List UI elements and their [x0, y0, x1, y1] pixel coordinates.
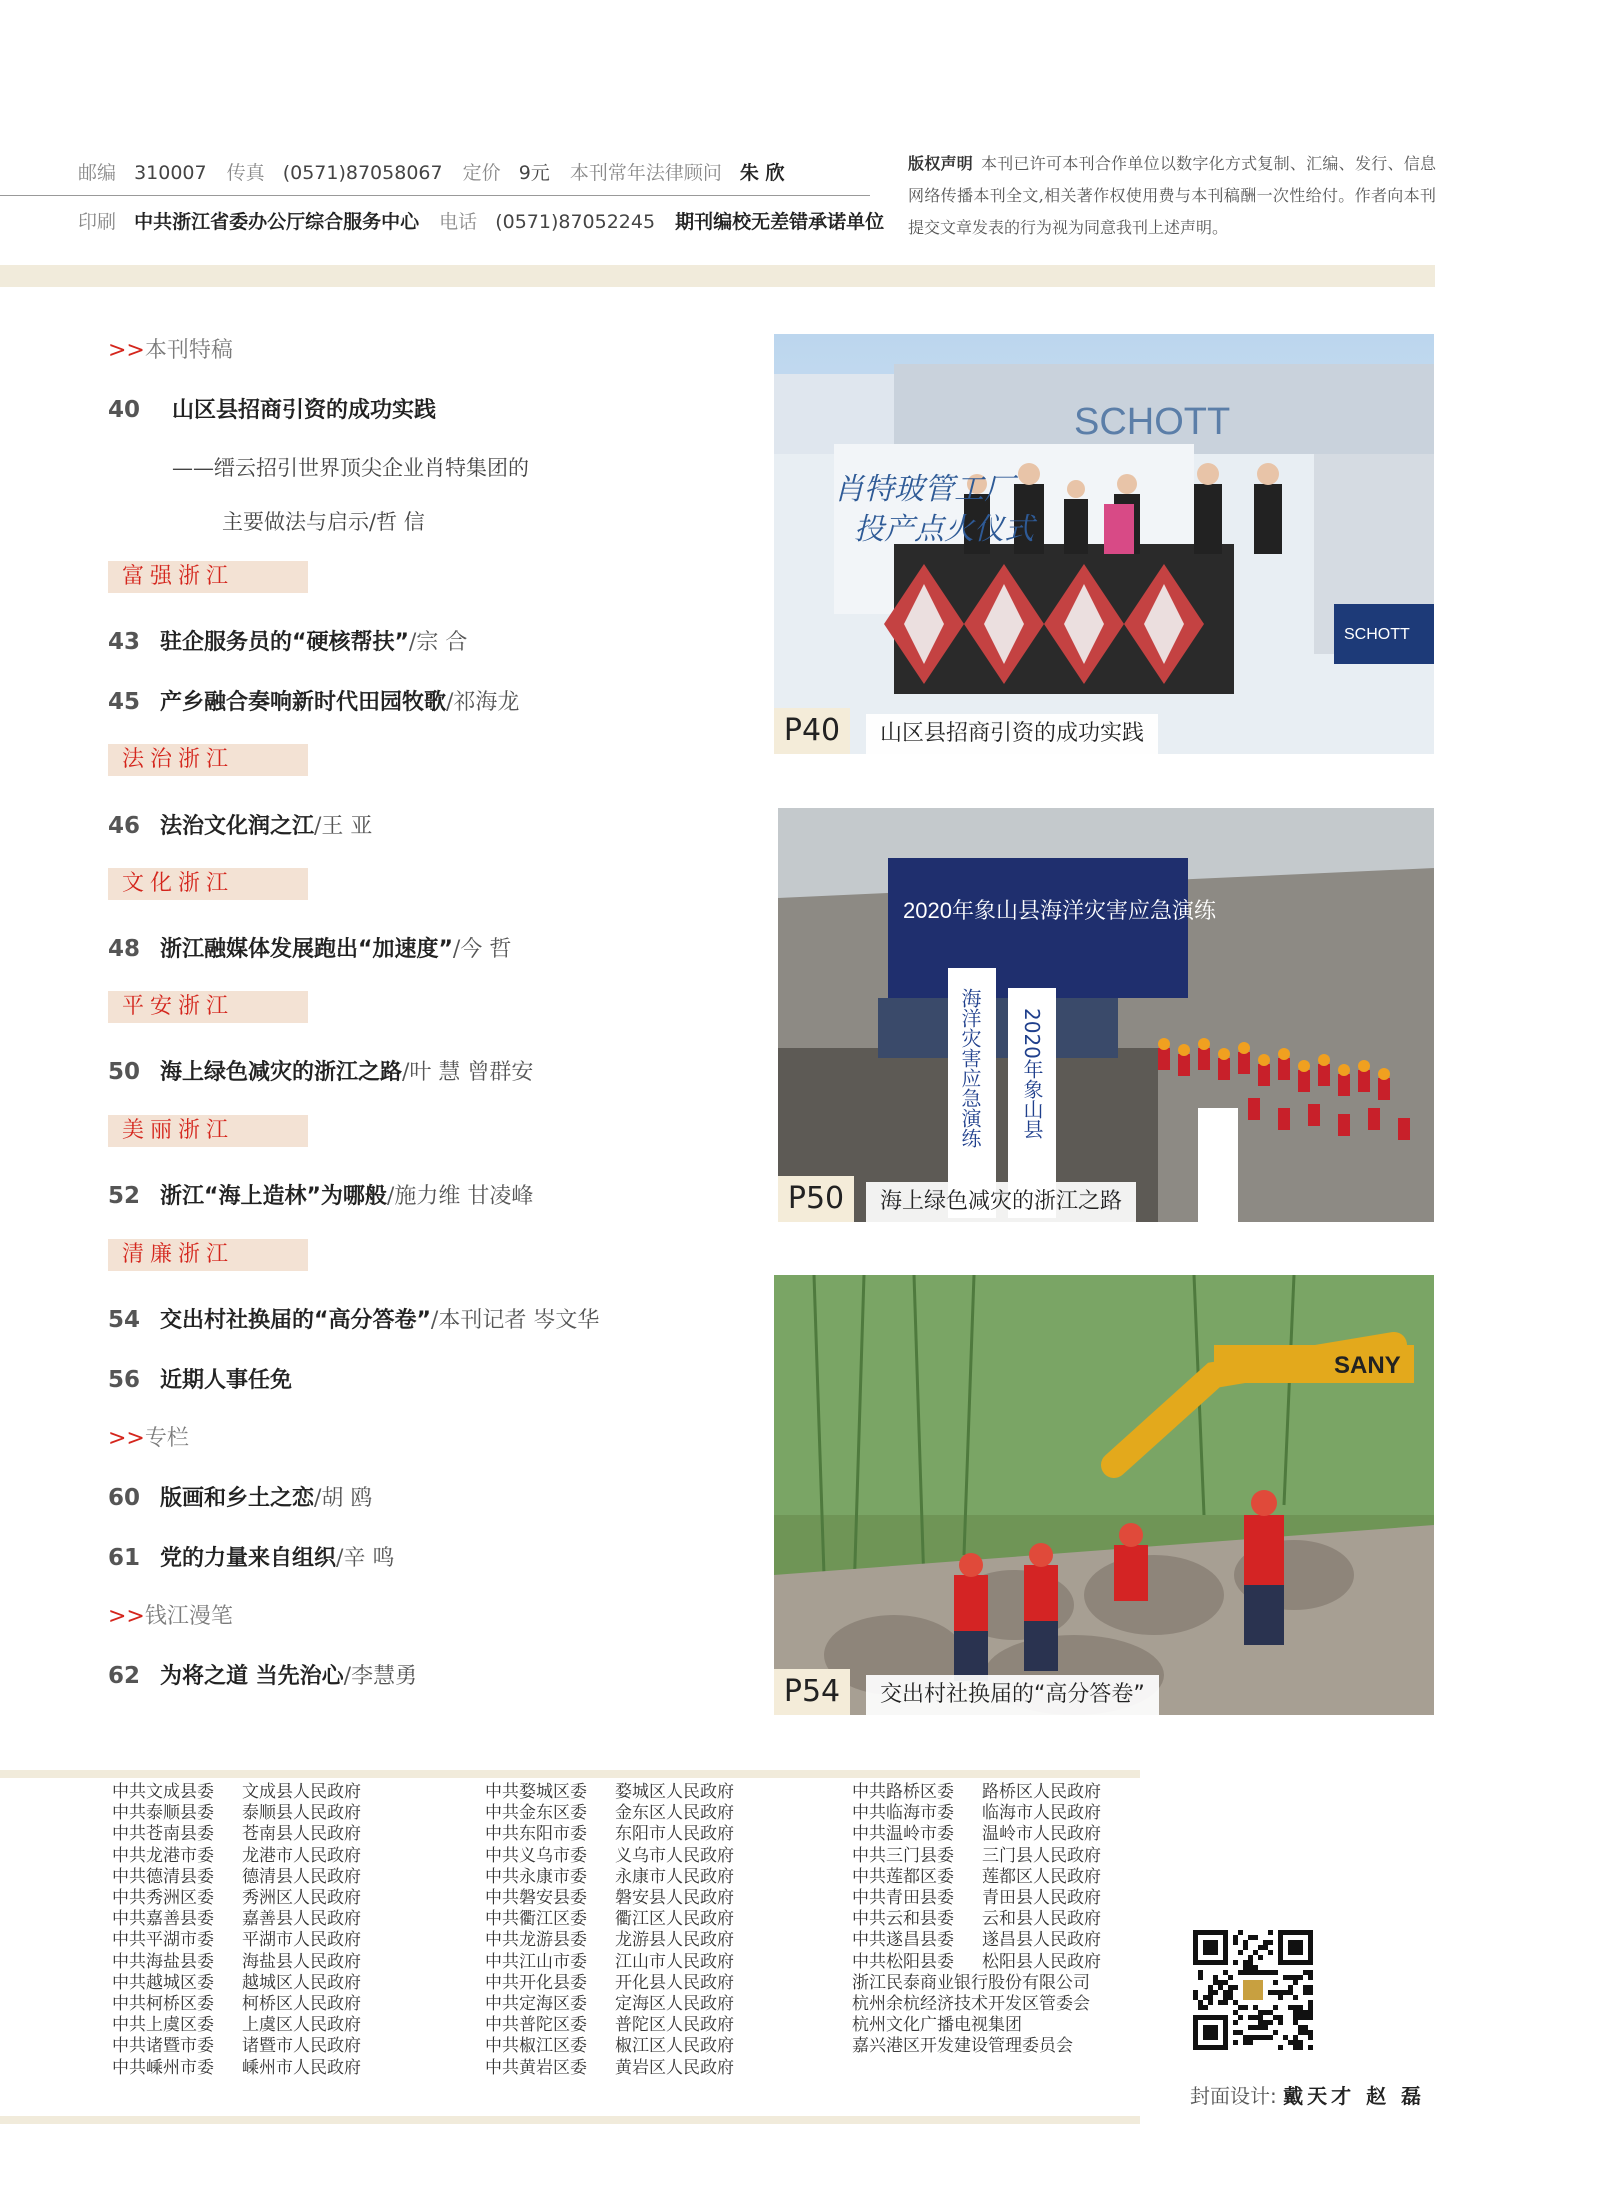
sponsor-government: 越城区人民政府	[242, 1972, 361, 1993]
sponsor-government: 龙港市人民政府	[242, 1845, 361, 1866]
sponsor-row	[852, 1803, 1101, 1824]
tel: (0571)87052245	[495, 211, 656, 233]
sponsor-government: 青田县人民政府	[982, 1888, 1101, 1909]
sponsor-party-committee: 中共磐安县委	[485, 1888, 587, 1909]
sponsor-party-committee: 中共婺城区委	[485, 1782, 587, 1802]
sponsor-row	[485, 1994, 734, 2015]
schott-sign: SCHOTT	[1074, 401, 1231, 443]
toc-lead-subtitle-1: ——缙云招引世界顶尖企业肖特集团的	[172, 456, 529, 480]
sponsor-column-3	[852, 1782, 1101, 2058]
sponsor-party-committee: 中共临海市委	[852, 1803, 954, 1824]
sponsor-party-committee: 中共江山市委	[485, 1951, 587, 1972]
excavation-photo	[774, 1275, 1434, 1715]
sponsor-row	[485, 1909, 734, 1930]
flag-text: 海洋灾害应急演练	[958, 988, 982, 1148]
toc-item-45[interactable]: 45 产乡融合奏响新时代田园牧歌/祁海龙	[108, 689, 520, 715]
sponsor-party-committee: 中共平湖市委	[112, 1930, 214, 1951]
sponsor-party-committee: 中共遂昌县委	[852, 1930, 954, 1951]
sponsor-government: 云和县人民政府	[982, 1909, 1101, 1930]
sponsor-row	[485, 1888, 734, 1909]
sponsor-column-2	[485, 1782, 734, 2079]
sponsor-government: 椒江区人民政府	[615, 2036, 734, 2057]
column-fuqiang: 富强浙江	[108, 561, 308, 593]
toc-lead-subtitle-2: 主要做法与启示/哲 信	[222, 510, 425, 534]
sponsor-row	[112, 1994, 361, 2015]
banner-line-1: 肖特玻管工厂	[834, 472, 1014, 507]
sponsor-party-committee: 中共秀洲区委	[112, 1888, 214, 1909]
counsel: 朱 欣	[739, 162, 785, 184]
photo-page-p50: P50	[778, 1176, 854, 1222]
sponsor-government: 东阳市人民政府	[615, 1824, 734, 1845]
sponsor-row	[112, 1846, 361, 1867]
column-wenhua: 文化浙江	[108, 868, 308, 900]
price-label: 定价	[462, 162, 501, 184]
footer-band-top	[0, 1770, 1140, 1778]
copyright-title: 版权声明	[908, 154, 974, 173]
sponsor-government: 婺城区人民政府	[615, 1782, 734, 1802]
column-meili: 美丽浙江	[108, 1115, 308, 1147]
sponsor-row	[852, 1846, 1101, 1867]
sponsor-party-committee: 中共柯桥区委	[112, 1994, 214, 2015]
photo-p50-drill[interactable]	[778, 808, 1434, 1222]
fax-label: 传真	[226, 162, 265, 184]
sponsor-party-committee: 中共莲都区委	[852, 1866, 954, 1887]
print-label: 印刷	[78, 211, 117, 233]
photo-p54-excavation[interactable]	[774, 1275, 1434, 1715]
sponsor-party-committee: 中共椒江区委	[485, 2036, 587, 2057]
sponsor-row	[112, 1909, 361, 1930]
sponsor-party-committee: 中共定海区委	[485, 1994, 587, 2015]
sponsor-row	[485, 2036, 734, 2057]
sponsor-government: 开化县人民政府	[615, 1972, 734, 1993]
header-row-1	[78, 158, 799, 185]
sponsor-government: 遂昌县人民政府	[982, 1930, 1101, 1951]
sponsor-government: 衢江区人民政府	[615, 1909, 734, 1930]
sponsor-government: 平湖市人民政府	[242, 1930, 361, 1951]
sponsor-government: 义乌市人民政府	[615, 1845, 734, 1866]
sponsor-party-committee: 中共三门县委	[852, 1845, 954, 1866]
toc-item-52[interactable]: 52 浙江“海上造林”为哪般/施力维 甘凌峰	[108, 1183, 534, 1209]
sponsor-government: 上虞区人民政府	[242, 2015, 361, 2036]
sponsor-party-committee: 中共路桥区委	[852, 1782, 954, 1802]
header-divider	[0, 195, 870, 196]
footer-band-bottom	[0, 2116, 1140, 2124]
printer: 中共浙江省委办公厅综合服务中心	[134, 211, 420, 233]
sponsor-row	[852, 1867, 1101, 1888]
sponsor-party-committee: 中共松阳县委	[852, 1951, 954, 1972]
sponsor-row	[852, 1952, 1101, 1973]
sponsor-government: 永康市人民政府	[615, 1866, 734, 1887]
sponsor-row	[112, 2015, 361, 2036]
sponsor-government: 莲都区人民政府	[982, 1866, 1101, 1887]
column-qinglian: 清廉浙江	[108, 1239, 308, 1271]
sponsor-org: 浙江民泰商业银行股份有限公司	[852, 1972, 1090, 1993]
sponsor-row	[485, 2015, 734, 2036]
sponsor-government: 温岭市人民政府	[982, 1824, 1101, 1845]
sponsor-party-committee: 中共泰顺县委	[112, 1803, 214, 1824]
sponsor-row	[485, 1930, 734, 1951]
error-free-promise: 期刊编校无差错承诺单位	[675, 211, 885, 233]
sponsor-government: 松阳县人民政府	[982, 1951, 1101, 1972]
toc-item-54[interactable]: 54 交出村社换届的“高分答卷”/本刊记者 岑文华	[108, 1307, 600, 1333]
sponsor-row	[485, 1846, 734, 1867]
tel-label: 电话	[439, 211, 478, 233]
sponsor-government: 临海市人民政府	[982, 1803, 1101, 1824]
photo-caption-p40: 山区县招商引资的成功实践	[866, 714, 1158, 754]
column-fazhi: 法治浙江	[108, 744, 308, 776]
copyright-notice	[908, 148, 1436, 244]
sponsor-government: 黄岩区人民政府	[615, 2057, 734, 2078]
sponsor-party-committee: 中共诸暨市委	[112, 2036, 214, 2057]
postcode: 310007	[134, 162, 207, 184]
photo-caption-p54: 交出村社换届的“高分答卷”	[866, 1675, 1159, 1715]
sponsor-government: 江山市人民政府	[615, 1951, 734, 1972]
counsel-label: 本刊常年法律顾问	[569, 162, 722, 184]
sponsor-government: 嘉善县人民政府	[242, 1909, 361, 1930]
sponsor-row	[112, 1888, 361, 1909]
stage-banner: 2020年象山县海洋灾害应急演练	[903, 898, 1216, 923]
section-zhuanlan: >>专栏	[108, 1426, 189, 1451]
sponsor-government: 三门县人民政府	[982, 1845, 1101, 1866]
photo-p40-ceremony[interactable]	[774, 334, 1434, 754]
toc-item-62[interactable]: 62 为将之道 当先治心/李慧勇	[108, 1663, 418, 1689]
toc-item-40[interactable]: 40 山区县招商引资的成功实践	[108, 397, 437, 423]
postcode-label: 邮编	[78, 162, 117, 184]
ceremony-photo	[774, 334, 1434, 754]
qr-code-icon	[1188, 1925, 1318, 2055]
sponsor-party-committee: 中共衢江区委	[485, 1909, 587, 1930]
sponsor-row	[112, 1782, 361, 1803]
cover-design-credit	[1190, 2080, 1425, 2109]
sponsor-government: 苍南县人民政府	[242, 1824, 361, 1845]
sponsor-row	[852, 1909, 1101, 1930]
sponsor-party-committee: 中共东阳市委	[485, 1824, 587, 1845]
sponsor-government: 磐安县人民政府	[615, 1888, 734, 1909]
section-manbi: >>钱江漫笔	[108, 1604, 233, 1629]
sponsor-row	[112, 2058, 361, 2079]
toc-item-56[interactable]: 56 近期人事任免	[108, 1367, 293, 1393]
sponsor-row	[112, 1952, 361, 1973]
sponsor-party-committee: 中共温岭市委	[852, 1824, 954, 1845]
price: 9元	[518, 162, 550, 184]
fax: (0571)87058067	[282, 162, 443, 184]
sponsor-column-1	[112, 1782, 361, 2079]
sponsor-party-committee: 中共青田县委	[852, 1888, 954, 1909]
sponsor-row	[485, 1803, 734, 1824]
sponsor-row	[485, 1824, 734, 1845]
sponsor-party-committee: 中共苍南县委	[112, 1824, 214, 1845]
toc-item-48[interactable]: 48 浙江融媒体发展跑出“加速度”/今 哲	[108, 936, 512, 962]
column-pingan: 平安浙江	[108, 991, 308, 1023]
sponsor-org: 杭州余杭经济技术开发区管委会	[852, 1994, 1090, 2015]
sponsor-row	[485, 1952, 734, 1973]
sponsor-party-committee: 中共龙港市委	[112, 1845, 214, 1866]
sponsor-row	[852, 1930, 1101, 1951]
sponsor-party-committee: 中共云和县委	[852, 1909, 954, 1930]
sponsor-party-committee: 中共开化县委	[485, 1972, 587, 1993]
sponsor-party-committee: 中共文成县委	[112, 1782, 214, 1802]
sponsor-party-committee: 中共龙游县委	[485, 1930, 587, 1951]
sponsor-party-committee: 中共普陀区委	[485, 2015, 587, 2036]
sponsor-government: 路桥区人民政府	[982, 1782, 1101, 1802]
sponsor-row	[852, 1888, 1101, 1909]
copyright-text: 本刊已许可本刊合作单位以数字化方式复制、汇编、发行、信息网络传播本刊全文,相关著作权使用费与本刊稿酬一次性给付。作者向本刊提交文章发表的行为视为同意我刊上述声明。	[908, 154, 1436, 237]
section-special: >>本刊特稿	[108, 338, 233, 363]
sponsor-government: 泰顺县人民政府	[242, 1803, 361, 1824]
sponsor-party-committee: 中共海盐县委	[112, 1951, 214, 1972]
sponsor-government: 龙游县人民政府	[615, 1930, 734, 1951]
cover-designers: 戴天才 赵 磊	[1283, 2084, 1426, 2108]
sponsor-party-committee: 中共越城区委	[112, 1972, 214, 1993]
qr-code[interactable]	[1188, 1925, 1318, 2055]
toc-item-43[interactable]: 43 驻企服务员的“硬核帮扶”/宗 合	[108, 629, 468, 655]
sponsor-party-committee: 中共金东区委	[485, 1803, 587, 1824]
header-band	[0, 265, 1435, 287]
sponsor-party-committee: 中共义乌市委	[485, 1845, 587, 1866]
sponsor-row	[112, 2036, 361, 2057]
drill-photo	[778, 808, 1434, 1222]
photo-caption-p50: 海上绿色减灾的浙江之路	[866, 1182, 1136, 1222]
flag-text-2: 2020年象山县	[1020, 1008, 1044, 1139]
photo-page-p40: P40	[774, 708, 850, 754]
sponsor-row	[112, 1930, 361, 1951]
toc-item-46[interactable]: 46 法治文化润之江/王 亚	[108, 813, 373, 839]
sponsor-government: 嵊州市人民政府	[242, 2057, 361, 2078]
sponsor-government: 海盐县人民政府	[242, 1951, 361, 1972]
sponsor-government: 普陀区人民政府	[615, 2015, 734, 2036]
sponsor-government: 德清县人民政府	[242, 1866, 361, 1887]
photo-page-p54: P54	[774, 1669, 850, 1715]
toc-item-60[interactable]: 60 版画和乡土之恋/胡 鸥	[108, 1485, 373, 1511]
sponsor-government: 柯桥区人民政府	[242, 1994, 361, 2015]
sponsor-party-committee: 中共永康市委	[485, 1866, 587, 1887]
cover-design-label: 封面设计:	[1190, 2084, 1277, 2108]
sponsor-party-committee: 中共嵊州市委	[112, 2057, 214, 2078]
banner-line-2: 投产点火仪式	[854, 512, 1034, 547]
header-row-2	[78, 207, 898, 234]
sponsor-party-committee: 中共德清县委	[112, 1866, 214, 1887]
sponsor-row	[852, 1824, 1101, 1845]
sponsor-row	[485, 2058, 734, 2079]
sany-brand: SANY	[1334, 1352, 1401, 1379]
sponsor-government: 文成县人民政府	[242, 1782, 361, 1802]
schott-panel-logo: SCHOTT	[1344, 626, 1410, 643]
sponsor-government: 金东区人民政府	[615, 1803, 734, 1824]
sponsor-government: 定海区人民政府	[615, 1994, 734, 2015]
sponsor-row	[852, 1782, 1101, 1803]
sponsor-row	[112, 1867, 361, 1888]
sponsor-org: 嘉兴港区开发建设管理委员会	[852, 2036, 1073, 2057]
sponsor-row	[485, 1782, 734, 1803]
sponsor-government: 诸暨市人民政府	[242, 2036, 361, 2057]
sponsor-row	[485, 1867, 734, 1888]
sponsor-party-committee: 中共嘉善县委	[112, 1909, 214, 1930]
sponsor-government: 秀洲区人民政府	[242, 1888, 361, 1909]
sponsor-party-committee: 中共上虞区委	[112, 2015, 214, 2036]
sponsor-party-committee: 中共黄岩区委	[485, 2057, 587, 2078]
toc-item-50[interactable]: 50 海上绿色减灾的浙江之路/叶 慧 曾群安	[108, 1059, 534, 1085]
sponsor-row	[112, 1803, 361, 1824]
sponsor-row	[112, 1824, 361, 1845]
sponsor-row	[112, 1973, 361, 1994]
sponsor-org: 杭州文化广播电视集团	[852, 2015, 1022, 2036]
toc-item-61[interactable]: 61 党的力量来自组织/辛 鸣	[108, 1545, 395, 1571]
sponsor-row	[485, 1973, 734, 1994]
